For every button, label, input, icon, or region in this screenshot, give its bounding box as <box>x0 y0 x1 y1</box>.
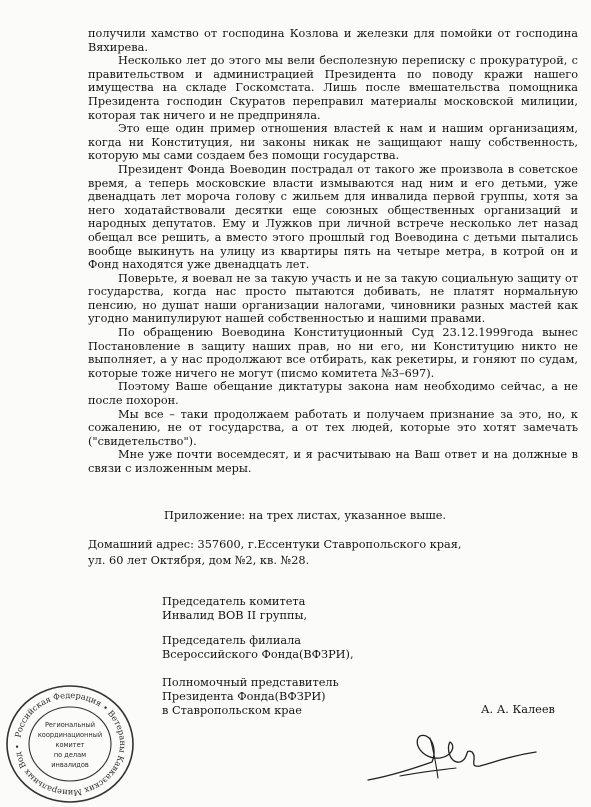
role-representative-line-3: в Ставропольском крае <box>162 704 302 717</box>
stamp-center-line-2: координационный <box>37 731 103 739</box>
paragraph-2: Несколько лет до этого мы вели бесполезную переписку с прокуратурой, с правительством и администрацией Президента по поводу кражи нашего имущества на складе Госкомстата. Лишь после вмешательства помощника Президента господин Скуратов переправил материалы московской милиции, которая так ничего и не предприняла. <box>88 54 578 122</box>
role-representative-line-2: Президента Фонда(ВФЗРИ) <box>162 690 326 703</box>
role-committee-line-2: Инвалид ВОВ II группы, <box>162 609 308 622</box>
address-line-2: ул. 60 лет Октября, дом №2, кв. №28. <box>88 554 310 567</box>
home-address <box>88 537 461 569</box>
stamp-center-line-3: комитет <box>55 741 85 749</box>
official-stamp <box>2 682 138 806</box>
address-line-1: Домашний адрес: 357600, г.Ессентуки Ставропольского края, <box>88 538 462 551</box>
paragraph-4: Президент Фонда Воеводин пострадал от такого же произвола в советское время, а теперь московские власти измываются над ним и его детьми, уже двенадцать лет мороча голову с жильем для инвалида первой группы, хотя за него ходатайствовали десятки еще союзных общественных организаций и народных депутатов. Ему и Лужков при личной встрече несколько лет назад обещал все решить, а вместо этого прошлый год Воеводина с детьми пытались вообще выкинуть на улицу из квартиры пять на четыре метра, в котрой он и Фонд находятся уже двенадцать лет. <box>88 162 578 272</box>
paragraph-9: Мне уже почти восемдесят, и я расчитываю на Ваш ответ и на должные в связи с изложенным меры. <box>88 448 578 475</box>
paragraph-1: получили хамство от господина Козлова и железки для помойки от господина Вяхирева. <box>88 27 578 54</box>
paragraph-7: Поэтому Ваше обещание диктатуры закона нам необходимо сейчас, а не после похорон. <box>88 380 578 408</box>
stamp-ring-text: Российская Федерация • Ветераны Кавказских Минеральных Вод • <box>11 689 129 799</box>
annex-note: Приложение: на трех листах, указанное выше. <box>164 509 446 522</box>
stamp-center-text <box>38 721 102 769</box>
role-branch-line-1: Председатель филиала <box>162 634 302 647</box>
handwritten-signature <box>360 718 550 798</box>
signer-name: А. А. Калеев <box>481 703 555 716</box>
role-representative-line-1: Полномочный представитель <box>162 676 339 689</box>
role-committee <box>162 595 307 623</box>
role-committee-line-1: Председатель комитета <box>162 595 306 608</box>
role-branch <box>162 634 354 662</box>
letter-body <box>88 27 578 476</box>
role-representative <box>162 676 339 718</box>
paragraph-8: Мы все – таки продолжаем работать и получаем признание за это, но, к сожалению, не от государства, а от тех людей, которые это хотят замечать ("свидетельство"). <box>88 407 578 448</box>
stamp-center-line-5: инвалидов <box>51 761 89 769</box>
paragraph-3: Это еще один пример отношения властей к нам и нашим организациям, когда ни Конституция, ни законы никак не защищают нашу собственность, которую мы сами создаем без помощи государства. <box>88 122 578 163</box>
paragraph-6: По обращению Воеводина Конституционный Суд 23.12.1999года вынес Постановление в защиту наших прав, но ни его, ни Конституцию никто не выполняет, а у нас продолжают все отбирать, как рекетиры, и гоняют по судам, которые тоже ничего не могут (писмо комитета №3–697). <box>88 326 578 380</box>
stamp-center-line-1: Региональный <box>44 721 96 729</box>
paragraph-5: Поверьте, я воевал не за такую участь и не за такую социальную защиту от государства, когда нас просто пытаются добивать, не платят нормальную пенсию, но душат наши организации налогами, чиновники разных мастей как угодно манипулируют нашей собственностью и нашими правами. <box>88 271 578 326</box>
role-branch-line-2: Всероссийского Фонда(ВФЗРИ), <box>162 648 354 661</box>
stamp-center-line-4: по делам <box>53 751 87 759</box>
